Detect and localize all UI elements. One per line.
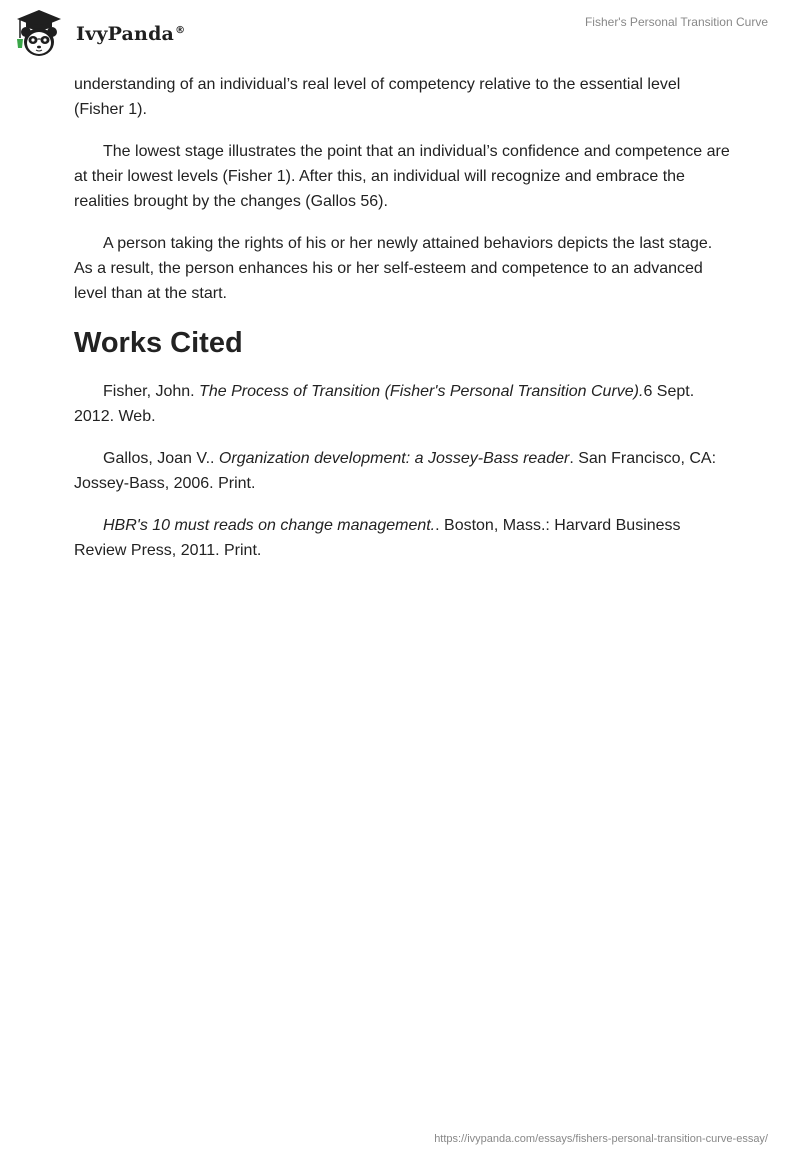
- citation-entry: [74, 513, 734, 563]
- citation-title: HBR's 10 must reads on change management.: [103, 517, 436, 534]
- citation-author: Gallos, Joan V..: [103, 450, 219, 467]
- works-cited-heading: Works Cited: [74, 327, 243, 359]
- page-header: [0, 0, 800, 64]
- brand-logo[interactable]: [14, 8, 185, 58]
- body-paragraph: The lowest stage illustrates the point that an individual’s confidence and competence are at their lowest levels (Fisher 1). After this, an individual will recognize and embrace the realities brought by the changes (Gallos 56).: [74, 143, 730, 210]
- citation-details: . San Francisco, CA: Jossey-Bass, 2006. Print.: [74, 450, 717, 492]
- citation-details: . Boston, Mass.: Harvard Business Review Press, 2011. Print.: [74, 517, 681, 559]
- source-url-link[interactable]: https://ivypanda.com/essays/fishers-personal-transition-curve-essay/: [434, 1133, 768, 1145]
- citation-title: Organization development: a Jossey-Bass reader: [218, 450, 570, 467]
- citation-entry: [74, 379, 734, 429]
- brand-name: IvyPanda®: [76, 23, 186, 45]
- body-paragraph: A person taking the rights of his or her newly attained behaviors depicts the last stage. As a result, the person enhances his or her self-esteem and competence to an advanced level than at the start.: [74, 235, 713, 302]
- citation-title: The Process of Transition (Fisher's Personal Transition Curve).: [199, 383, 644, 400]
- citation-details: 6 Sept. 2012. Web.: [74, 383, 695, 425]
- citation-entry: [74, 446, 734, 496]
- document-title: Fisher's Personal Transition Curve: [584, 15, 768, 29]
- citation-author: Fisher, John.: [103, 383, 200, 400]
- essay-content: [74, 72, 734, 580]
- body-paragraph: understanding of an individual’s real level of competency relative to the essential level (Fisher 1).: [74, 76, 681, 118]
- panda-graduate-icon: [14, 8, 64, 58]
- registered-mark: ®: [175, 24, 186, 36]
